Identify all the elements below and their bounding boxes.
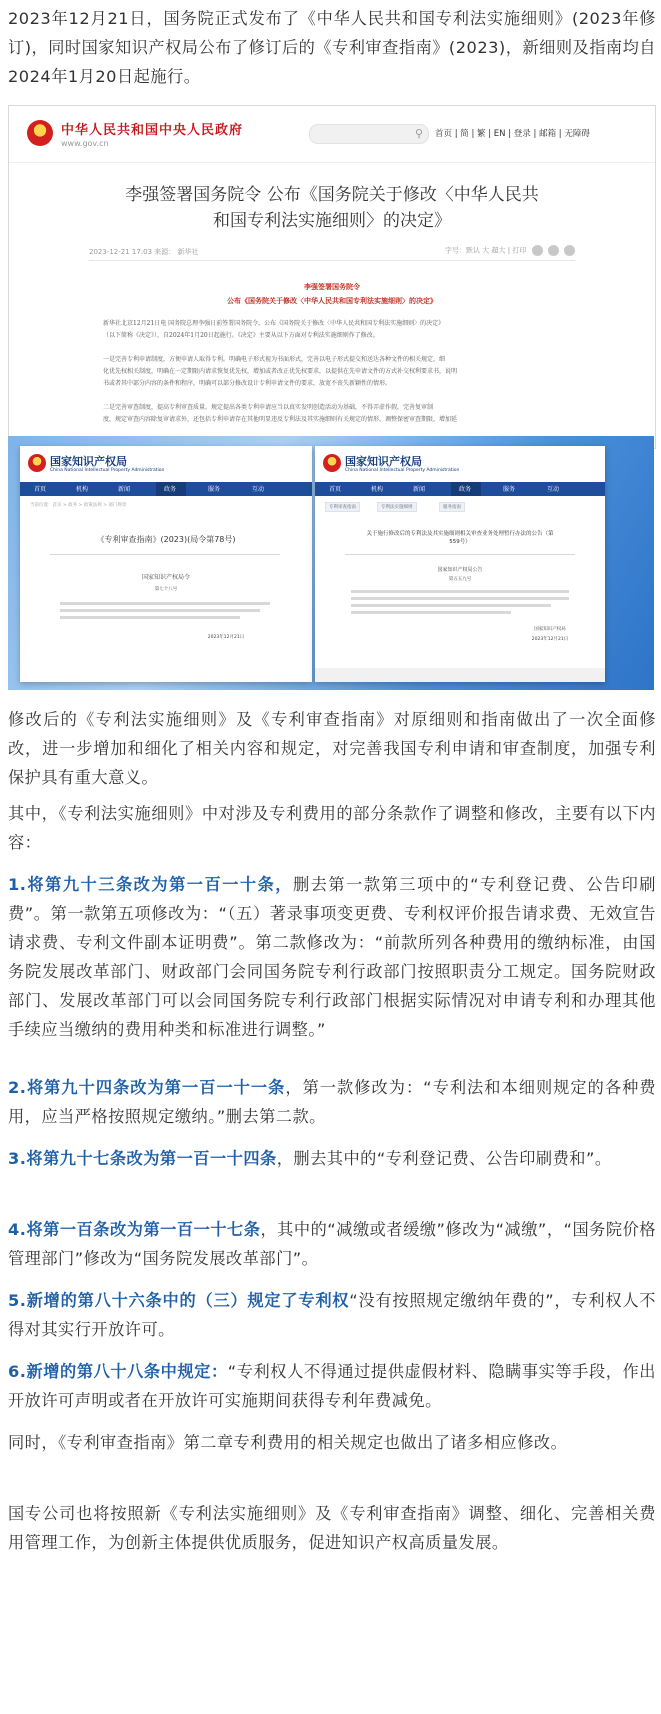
cnipa-footer: [315, 668, 605, 682]
text-line: [351, 604, 551, 607]
cnipa-header: [20, 446, 312, 482]
cnipa-nav-item: 服务: [503, 486, 516, 493]
text-line: [60, 609, 260, 612]
gov-body-line: 度，规定审查内容除复审请求外，还包括专利申请存在其他明显违反专利法及其实施细则有关规定的情形。调整保密审查期限，增加延: [103, 416, 458, 423]
cnipa-right-order: 第五五九号: [448, 577, 472, 582]
cnipa-name-en: China National Intellectual Property Administration: [50, 468, 165, 473]
cnipa-nav: [315, 482, 605, 496]
cnipa-nav-item: 机构: [371, 486, 384, 493]
cnipa-page-right: [315, 446, 605, 682]
cnipa-name-en: China National Intellectual Property Administration: [345, 468, 460, 473]
gov-site-url: www.gov.cn: [61, 139, 109, 148]
cnipa-nav: [20, 482, 312, 496]
text-line: [351, 611, 511, 614]
gov-site-title: 中华人民共和国中央人民政府: [61, 123, 244, 138]
item-6-lead: 6.新增的第八十八条中规定：: [8, 1362, 228, 1381]
guide-paragraph: 同时，《专利审查指南》第二章专利费用的相关规定也做出了诸多相应修改。: [8, 1433, 568, 1452]
item-1-text: 删去第一款第三项中的“专利登记费、公告印刷费”。第一款第五项修改为：“（五）著录事项变更费、专利权评价报告请求费、无效宣告请求费、专利文件副本证明费”。第二款修改为：“前款所列各种费用的缴纳标准，由国务院发展改革部门、财政部门会同国务院专利行政部门按照职责分工规定。国务院财政部门、发展改革部门可以会同国务院专利行政部门根据实际情况对申请专利和办理其他手续应当缴纳的费用种类和标准进行调整。”: [8, 875, 656, 1039]
item-6: [8, 1357, 656, 1415]
item-1: [8, 870, 656, 1044]
cnipa-right-org: 国家知识产权局公告: [437, 567, 483, 573]
cnipa-right-title: [315, 530, 605, 546]
cnipa-nav-item: 首页: [329, 486, 342, 493]
cnipa-page-left: [20, 446, 312, 682]
gov-body-line: 新华社北京12月21日电 国务院总理李强日前签署国务院令，公布《国务院关于修改〈中华人民共和国专利法实施细则〉的决定》: [103, 320, 445, 327]
text-line: [351, 590, 569, 593]
cnipa-nav-item: 服务: [208, 486, 221, 493]
cnipa-left-date: 2023年12月21日: [207, 635, 245, 640]
cnipa-right-title-line1: 关于施行修改后的专利法及其实施细则相关审查业务处理暂行办法的公告（第: [366, 531, 554, 537]
gov-headline-line2: 和国专利法实施细则〉的决定》: [213, 211, 451, 231]
text-line: [60, 602, 270, 605]
gov-headline-line1: 李强签署国务院令 公布《国务院关于修改〈中华人民共: [125, 185, 539, 205]
cnipa-right-date: 2023年12月21日: [531, 637, 569, 642]
cnipa-tab: 专利法实施细则: [377, 502, 417, 512]
gov-body-line: （以下简称《决定》），自2024年1月20日起施行。《决定》主要从以下方面对专利法实施细则作了修改。: [103, 332, 379, 339]
cnipa-right-signoff: 国家知识产权局: [534, 627, 566, 632]
cnipa-nav-item: 政务: [459, 486, 472, 493]
cnipa-name: 国家知识产权局: [345, 455, 422, 468]
cnipa-left-order: 第七十八号: [154, 587, 178, 592]
item-5-text: “没有按照规定缴纳年费的”，专利权人不得对其实行开放许可。: [8, 1291, 656, 1339]
text-line: [60, 616, 240, 619]
more-share-icon: [564, 245, 575, 256]
item-4: [8, 1215, 656, 1273]
gov-nav: 首页 | 简 | 繁 | EN | 登录 | 邮箱 | 无障碍: [435, 129, 590, 139]
cnipa-right-title-line2: 559号）: [449, 539, 471, 545]
cnipa-breadcrumb: 当前位置：首页 > 政务 > 政策法规 > 部门规章: [30, 503, 127, 508]
gov-meta-fontsize: 字号：默认 大 超大 | 打印: [445, 246, 527, 255]
cnipa-nav-item: 新闻: [118, 486, 131, 493]
item-3-lead: 3.将第九十七条改为第一百一十四条: [8, 1149, 277, 1168]
national-emblem-icon: [27, 120, 53, 146]
cnipa-screenshot: [8, 436, 654, 690]
item-5: [8, 1286, 656, 1344]
intro-paragraph: 2023年12月21日，国务院正式发布了《中华人民共和国专利法实施细则》(2023年修订)，同时国家知识产权局公布了修订后的《专利审查指南》(2023)，新细则及指南均自2024年1月20日起施行。: [8, 9, 656, 86]
wechat-share-icon: [532, 245, 543, 256]
national-emblem-icon: [28, 454, 46, 472]
revision-paragraph: 修改后的《专利法实施细则》及《专利审查指南》对原细则和指南做出了一次全面修改，进一步增加和细化了相关内容和规定，对完善我国专利申请和审查制度，加强专利保护具有重大意义。: [8, 710, 656, 787]
gov-cn-screenshot: [8, 105, 656, 449]
item-4-text: ，其中的“减缴或者缓缴”修改为“减缴”，“国务院价格管理部门”修改为“国务院发展改革部门”。: [8, 1220, 656, 1268]
item-3-text: ，删去其中的“专利登记费、公告印刷费和”。: [276, 1149, 612, 1168]
item-5-lead: 5.新增的第八十六条中的（三）规定了专利权: [8, 1291, 350, 1310]
cnipa-nav-item: 互动: [547, 486, 560, 493]
item-4-lead: 4.将第一百条改为第一百一十七条: [8, 1220, 261, 1239]
closing-paragraph: 国专公司也将按照新《专利法实施细则》及《专利审查指南》调整、细化、完善相关费用管理工作，为创新主体提供优质服务，促进知识产权高质量发展。: [8, 1504, 656, 1552]
cnipa-left-title: 《专利审查指南》(2023)(局令第78号): [96, 535, 236, 544]
divider: [345, 554, 575, 555]
gov-meta-tools: [445, 245, 575, 256]
cnipa-nav-item: 政务: [164, 486, 177, 493]
item-1-lead: 1.将第九十三条改为第一百一十条，: [8, 875, 294, 894]
gov-body-line: 一是完善专利申请制度，方便申请人取得专利。明确电子形式视为书面形式，完善以电子形式提交和送达各种文件的相关规定，细: [103, 356, 446, 363]
text-line: [351, 597, 569, 600]
cnipa-nav-item: 互动: [252, 486, 265, 493]
cnipa-nav-item: 机构: [76, 486, 89, 493]
gov-red-subtitle: 公布《国务院关于修改〈中华人民共和国专利法实施细则〉的决定》: [227, 296, 437, 305]
item-3: [8, 1144, 656, 1173]
gov-body-line: 二是完善审查制度，提高专利审查质量。规定提出各类专利申请应当以真实发明创造活动为基础，不得弄虚作假，完善复审制: [103, 404, 434, 411]
weibo-share-icon: [548, 245, 559, 256]
item-6-text: “专利权人不得通过提供虚假材料、隐瞒事实等手段，作出开放许可声明或者在开放许可实施期间获得专利年费减免。: [8, 1362, 656, 1410]
cnipa-left-org: 国家知识产权局令: [141, 574, 190, 581]
gov-header: [9, 106, 655, 163]
cnipa-tab: 服务指南: [439, 502, 465, 512]
gov-search-box: [309, 124, 429, 144]
item-2-text: ，第一款修改为：“专利法和本细则规定的各种费用，应当严格按照规定缴纳。”删去第二款。: [8, 1078, 656, 1126]
national-emblem-icon: [323, 454, 341, 472]
gov-body-line: 化优先权相关制度，明确在一定期限内请求恢复优先权，增加或者改正优先权要求，以提供在先申请文件的方式补交权利要求书，说明: [103, 368, 458, 375]
cnipa-name: 国家知识产权局: [50, 455, 127, 468]
gov-meta-row: [89, 242, 575, 261]
cnipa-nav-item: 新闻: [413, 486, 426, 493]
search-icon: ⚲: [414, 127, 423, 140]
items-intro-paragraph: 其中，《专利法实施细则》中对涉及专利费用的部分条款作了调整和修改，主要有以下内容：: [8, 804, 656, 852]
item-2-lead: 2.将第九十四条改为第一百一十一条: [8, 1078, 286, 1097]
cnipa-header: [315, 446, 605, 482]
cnipa-nav-item: 首页: [34, 486, 47, 493]
cnipa-tab: 专利审查指南: [325, 502, 360, 512]
gov-red-title: 李强签署国务院令: [304, 282, 360, 291]
gov-meta-date-source: 2023-12-21 17:03 来源： 新华社: [89, 248, 199, 256]
divider: [50, 554, 280, 555]
gov-body-line: 书或者其中部分内容的条件和程序，明确可以部分修改设计专利申请文件的要求，放宽不丧失新颖性的情形。: [103, 380, 392, 387]
item-2: [8, 1073, 656, 1131]
